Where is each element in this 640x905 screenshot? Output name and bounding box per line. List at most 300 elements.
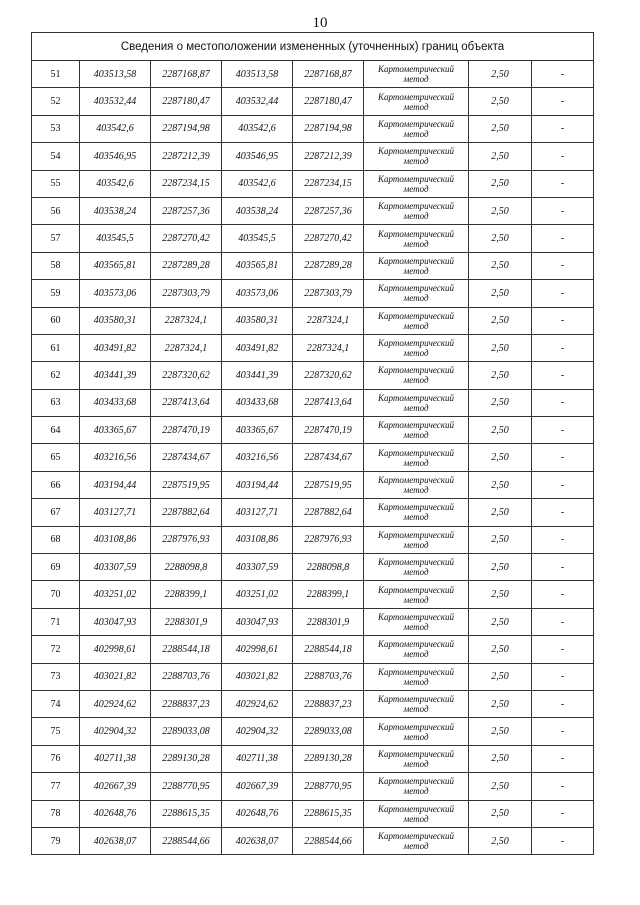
y-refined-cell: 2287413,64 bbox=[293, 389, 364, 416]
accuracy-cell: 2,50 bbox=[469, 389, 532, 416]
y-existing-cell: 2287168,87 bbox=[151, 61, 222, 88]
method-line-1: Картометрический bbox=[377, 173, 454, 184]
remark-cell: - bbox=[532, 800, 594, 827]
point-number-cell: 65 bbox=[32, 444, 80, 471]
method-line-2: метод bbox=[403, 676, 429, 687]
method-cell bbox=[364, 225, 469, 252]
accuracy-cell: 2,50 bbox=[469, 307, 532, 334]
method-cell bbox=[364, 115, 469, 142]
x-refined-cell: 403127,71 bbox=[222, 499, 293, 526]
x-existing-cell: 403565,81 bbox=[80, 252, 151, 279]
x-existing-cell: 403127,71 bbox=[80, 499, 151, 526]
y-refined-cell: 2288544,18 bbox=[293, 636, 364, 663]
method-cell bbox=[364, 362, 469, 389]
x-existing-cell: 402648,76 bbox=[80, 800, 151, 827]
remark-cell: - bbox=[532, 827, 594, 854]
method-line-2: метод bbox=[403, 183, 429, 194]
y-refined-cell: 2287434,67 bbox=[293, 444, 364, 471]
remark-cell: - bbox=[532, 362, 594, 389]
y-refined-cell: 2289130,28 bbox=[293, 745, 364, 772]
x-refined-cell: 403546,95 bbox=[222, 143, 293, 170]
y-refined-cell: 2287303,79 bbox=[293, 280, 364, 307]
x-existing-cell: 403538,24 bbox=[80, 197, 151, 224]
x-refined-cell: 403021,82 bbox=[222, 663, 293, 690]
y-refined-cell: 2287194,98 bbox=[293, 115, 364, 142]
remark-cell: - bbox=[532, 581, 594, 608]
method-cell bbox=[364, 334, 469, 361]
method-line-1: Картометрический bbox=[377, 447, 454, 458]
method-line-2: метод bbox=[403, 758, 429, 769]
x-existing-cell: 403433,68 bbox=[80, 389, 151, 416]
table-row bbox=[32, 636, 594, 663]
table-row bbox=[32, 554, 594, 581]
table-row bbox=[32, 499, 594, 526]
method-line-1: Картометрический bbox=[377, 475, 454, 486]
point-number-cell: 70 bbox=[32, 581, 80, 608]
table-row bbox=[32, 88, 594, 115]
remark-cell: - bbox=[532, 225, 594, 252]
table-row bbox=[32, 252, 594, 279]
point-number-cell: 64 bbox=[32, 417, 80, 444]
table-row bbox=[32, 61, 594, 88]
x-existing-cell: 403573,06 bbox=[80, 280, 151, 307]
accuracy-cell: 2,50 bbox=[469, 334, 532, 361]
x-existing-cell: 403021,82 bbox=[80, 663, 151, 690]
point-number-cell: 69 bbox=[32, 554, 80, 581]
remark-cell: - bbox=[532, 745, 594, 772]
accuracy-cell: 2,50 bbox=[469, 471, 532, 498]
y-existing-cell: 2287194,98 bbox=[151, 115, 222, 142]
y-existing-cell: 2287976,93 bbox=[151, 526, 222, 553]
method-cell bbox=[364, 827, 469, 854]
y-existing-cell: 2288098,8 bbox=[151, 554, 222, 581]
x-refined-cell: 403433,68 bbox=[222, 389, 293, 416]
remark-cell: - bbox=[532, 690, 594, 717]
point-number-cell: 75 bbox=[32, 718, 80, 745]
method-line-1: Картометрический bbox=[377, 118, 454, 129]
method-line-1: Картометрический bbox=[377, 310, 454, 321]
y-refined-cell: 2288615,35 bbox=[293, 800, 364, 827]
table-row bbox=[32, 143, 594, 170]
x-existing-cell: 403108,86 bbox=[80, 526, 151, 553]
x-existing-cell: 402904,32 bbox=[80, 718, 151, 745]
method-line-2: метод bbox=[403, 375, 429, 386]
method-cell bbox=[364, 690, 469, 717]
x-existing-cell: 403441,39 bbox=[80, 362, 151, 389]
x-existing-cell: 402667,39 bbox=[80, 773, 151, 800]
x-refined-cell: 403047,93 bbox=[222, 608, 293, 635]
y-refined-cell: 2287324,1 bbox=[293, 334, 364, 361]
table-row bbox=[32, 581, 594, 608]
remark-cell: - bbox=[532, 471, 594, 498]
point-number-cell: 62 bbox=[32, 362, 80, 389]
remark-cell: - bbox=[532, 636, 594, 663]
y-refined-cell: 2287882,64 bbox=[293, 499, 364, 526]
method-line-1: Картометрический bbox=[377, 392, 454, 403]
y-existing-cell: 2287434,67 bbox=[151, 444, 222, 471]
point-number-cell: 79 bbox=[32, 827, 80, 854]
y-existing-cell: 2288770,95 bbox=[151, 773, 222, 800]
x-existing-cell: 403513,58 bbox=[80, 61, 151, 88]
remark-cell: - bbox=[532, 252, 594, 279]
accuracy-cell: 2,50 bbox=[469, 362, 532, 389]
method-cell bbox=[364, 389, 469, 416]
method-cell bbox=[364, 444, 469, 471]
method-cell bbox=[364, 554, 469, 581]
y-refined-cell: 2289033,08 bbox=[293, 718, 364, 745]
x-existing-cell: 403194,44 bbox=[80, 471, 151, 498]
y-existing-cell: 2288615,35 bbox=[151, 800, 222, 827]
y-existing-cell: 2287324,1 bbox=[151, 307, 222, 334]
x-existing-cell: 403542,6 bbox=[80, 115, 151, 142]
remark-cell: - bbox=[532, 307, 594, 334]
y-existing-cell: 2288544,18 bbox=[151, 636, 222, 663]
method-cell bbox=[364, 718, 469, 745]
y-existing-cell: 2289130,28 bbox=[151, 745, 222, 772]
y-existing-cell: 2287413,64 bbox=[151, 389, 222, 416]
method-line-2: метод bbox=[403, 265, 429, 276]
x-refined-cell: 402904,32 bbox=[222, 718, 293, 745]
y-refined-cell: 2287470,19 bbox=[293, 417, 364, 444]
remark-cell: - bbox=[532, 718, 594, 745]
x-existing-cell: 403580,31 bbox=[80, 307, 151, 334]
method-line-2: метод bbox=[403, 238, 429, 249]
accuracy-cell: 2,50 bbox=[469, 499, 532, 526]
x-refined-cell: 403216,56 bbox=[222, 444, 293, 471]
accuracy-cell: 2,50 bbox=[469, 800, 532, 827]
y-existing-cell: 2287289,28 bbox=[151, 252, 222, 279]
remark-cell: - bbox=[532, 444, 594, 471]
x-refined-cell: 402648,76 bbox=[222, 800, 293, 827]
method-line-1: Картометрический bbox=[377, 502, 454, 513]
boundary-coordinates-table bbox=[31, 32, 594, 855]
method-line-1: Картометрический bbox=[377, 146, 454, 157]
accuracy-cell: 2,50 bbox=[469, 61, 532, 88]
method-line-1: Картометрический bbox=[377, 338, 454, 349]
x-refined-cell: 402638,07 bbox=[222, 827, 293, 854]
method-line-1: Картометрический bbox=[377, 420, 454, 431]
method-line-1: Картометрический bbox=[377, 91, 454, 102]
y-refined-cell: 2287212,39 bbox=[293, 143, 364, 170]
x-existing-cell: 402711,38 bbox=[80, 745, 151, 772]
point-number-cell: 63 bbox=[32, 389, 80, 416]
y-refined-cell: 2287168,87 bbox=[293, 61, 364, 88]
method-line-2: метод bbox=[403, 457, 429, 468]
method-cell bbox=[364, 773, 469, 800]
x-refined-cell: 403573,06 bbox=[222, 280, 293, 307]
x-refined-cell: 402924,62 bbox=[222, 690, 293, 717]
remark-cell: - bbox=[532, 499, 594, 526]
y-refined-cell: 2288770,95 bbox=[293, 773, 364, 800]
y-existing-cell: 2289033,08 bbox=[151, 718, 222, 745]
remark-cell: - bbox=[532, 61, 594, 88]
method-line-2: метод bbox=[403, 731, 429, 742]
method-cell bbox=[364, 170, 469, 197]
method-cell bbox=[364, 745, 469, 772]
method-line-1: Картометрический bbox=[377, 365, 454, 376]
y-existing-cell: 2287234,15 bbox=[151, 170, 222, 197]
y-refined-cell: 2288837,23 bbox=[293, 690, 364, 717]
table-row bbox=[32, 800, 594, 827]
accuracy-cell: 2,50 bbox=[469, 608, 532, 635]
remark-cell: - bbox=[532, 143, 594, 170]
method-line-2: метод bbox=[403, 786, 429, 797]
accuracy-cell: 2,50 bbox=[469, 554, 532, 581]
y-refined-cell: 2287320,62 bbox=[293, 362, 364, 389]
method-cell bbox=[364, 307, 469, 334]
y-refined-cell: 2288098,8 bbox=[293, 554, 364, 581]
point-number-cell: 58 bbox=[32, 252, 80, 279]
method-line-1: Картометрический bbox=[377, 803, 454, 814]
table-row bbox=[32, 197, 594, 224]
y-refined-cell: 2287519,95 bbox=[293, 471, 364, 498]
x-refined-cell: 403580,31 bbox=[222, 307, 293, 334]
method-cell bbox=[364, 280, 469, 307]
x-refined-cell: 402667,39 bbox=[222, 773, 293, 800]
method-cell bbox=[364, 526, 469, 553]
x-refined-cell: 403251,02 bbox=[222, 581, 293, 608]
x-existing-cell: 403532,44 bbox=[80, 88, 151, 115]
y-refined-cell: 2288301,9 bbox=[293, 608, 364, 635]
method-line-2: метод bbox=[403, 402, 429, 413]
point-number-cell: 71 bbox=[32, 608, 80, 635]
y-refined-cell: 2287234,15 bbox=[293, 170, 364, 197]
method-line-1: Картометрический bbox=[377, 666, 454, 677]
y-refined-cell: 2287289,28 bbox=[293, 252, 364, 279]
remark-cell: - bbox=[532, 608, 594, 635]
y-refined-cell: 2288703,76 bbox=[293, 663, 364, 690]
x-refined-cell: 403365,67 bbox=[222, 417, 293, 444]
table-row bbox=[32, 745, 594, 772]
y-existing-cell: 2287519,95 bbox=[151, 471, 222, 498]
point-number-cell: 72 bbox=[32, 636, 80, 663]
accuracy-cell: 2,50 bbox=[469, 143, 532, 170]
x-refined-cell: 403545,5 bbox=[222, 225, 293, 252]
y-existing-cell: 2287212,39 bbox=[151, 143, 222, 170]
y-existing-cell: 2288544,66 bbox=[151, 827, 222, 854]
accuracy-cell: 2,50 bbox=[469, 526, 532, 553]
x-refined-cell: 403565,81 bbox=[222, 252, 293, 279]
point-number-cell: 76 bbox=[32, 745, 80, 772]
point-number-cell: 60 bbox=[32, 307, 80, 334]
method-line-1: Картометрический bbox=[377, 283, 454, 294]
remark-cell: - bbox=[532, 526, 594, 553]
point-number-cell: 77 bbox=[32, 773, 80, 800]
method-line-1: Картометрический bbox=[377, 721, 454, 732]
method-cell bbox=[364, 581, 469, 608]
method-line-2: метод bbox=[403, 74, 429, 85]
remark-cell: - bbox=[532, 417, 594, 444]
method-cell bbox=[364, 252, 469, 279]
method-line-2: метод bbox=[403, 512, 429, 523]
point-number-cell: 74 bbox=[32, 690, 80, 717]
method-cell bbox=[364, 88, 469, 115]
method-cell bbox=[364, 800, 469, 827]
y-existing-cell: 2287303,79 bbox=[151, 280, 222, 307]
method-line-2: метод bbox=[403, 539, 429, 550]
y-existing-cell: 2287270,42 bbox=[151, 225, 222, 252]
method-cell bbox=[364, 636, 469, 663]
accuracy-cell: 2,50 bbox=[469, 115, 532, 142]
method-line-2: метод bbox=[403, 594, 429, 605]
method-line-2: метод bbox=[403, 485, 429, 496]
y-existing-cell: 2288837,23 bbox=[151, 690, 222, 717]
table-row bbox=[32, 115, 594, 142]
method-line-2: метод bbox=[403, 430, 429, 441]
remark-cell: - bbox=[532, 389, 594, 416]
accuracy-cell: 2,50 bbox=[469, 88, 532, 115]
table-row bbox=[32, 690, 594, 717]
x-refined-cell: 403491,82 bbox=[222, 334, 293, 361]
y-refined-cell: 2287180,47 bbox=[293, 88, 364, 115]
accuracy-cell: 2,50 bbox=[469, 745, 532, 772]
point-number-cell: 67 bbox=[32, 499, 80, 526]
remark-cell: - bbox=[532, 170, 594, 197]
method-cell bbox=[364, 471, 469, 498]
accuracy-cell: 2,50 bbox=[469, 718, 532, 745]
y-existing-cell: 2288301,9 bbox=[151, 608, 222, 635]
y-existing-cell: 2287320,62 bbox=[151, 362, 222, 389]
table-title: Сведения о местоположении измененных (уточненных) границ объекта bbox=[32, 33, 594, 61]
method-line-1: Картометрический bbox=[377, 748, 454, 759]
y-existing-cell: 2287882,64 bbox=[151, 499, 222, 526]
x-refined-cell: 403441,39 bbox=[222, 362, 293, 389]
table-row bbox=[32, 608, 594, 635]
method-line-2: метод bbox=[403, 128, 429, 139]
method-line-2: метод bbox=[403, 320, 429, 331]
x-existing-cell: 403546,95 bbox=[80, 143, 151, 170]
method-line-1: Картометрический bbox=[377, 776, 454, 787]
table-row bbox=[32, 389, 594, 416]
remark-cell: - bbox=[532, 88, 594, 115]
point-number-cell: 61 bbox=[32, 334, 80, 361]
point-number-cell: 53 bbox=[32, 115, 80, 142]
accuracy-cell: 2,50 bbox=[469, 197, 532, 224]
y-existing-cell: 2287257,36 bbox=[151, 197, 222, 224]
method-line-1: Картометрический bbox=[377, 557, 454, 568]
y-existing-cell: 2287470,19 bbox=[151, 417, 222, 444]
x-existing-cell: 403491,82 bbox=[80, 334, 151, 361]
point-number-cell: 73 bbox=[32, 663, 80, 690]
remark-cell: - bbox=[532, 663, 594, 690]
accuracy-cell: 2,50 bbox=[469, 581, 532, 608]
table-row bbox=[32, 334, 594, 361]
y-existing-cell: 2287180,47 bbox=[151, 88, 222, 115]
table-row bbox=[32, 471, 594, 498]
point-number-cell: 51 bbox=[32, 61, 80, 88]
method-line-1: Картометрический bbox=[377, 529, 454, 540]
point-number-cell: 68 bbox=[32, 526, 80, 553]
accuracy-cell: 2,50 bbox=[469, 252, 532, 279]
x-refined-cell: 403542,6 bbox=[222, 170, 293, 197]
accuracy-cell: 2,50 bbox=[469, 444, 532, 471]
accuracy-cell: 2,50 bbox=[469, 773, 532, 800]
x-existing-cell: 403542,6 bbox=[80, 170, 151, 197]
x-existing-cell: 403365,67 bbox=[80, 417, 151, 444]
x-existing-cell: 403545,5 bbox=[80, 225, 151, 252]
x-existing-cell: 403307,59 bbox=[80, 554, 151, 581]
point-number-cell: 56 bbox=[32, 197, 80, 224]
y-refined-cell: 2287270,42 bbox=[293, 225, 364, 252]
remark-cell: - bbox=[532, 554, 594, 581]
method-line-2: метод bbox=[403, 622, 429, 632]
remark-cell: - bbox=[532, 115, 594, 142]
method-line-1: Картометрический bbox=[377, 201, 454, 212]
table-row bbox=[32, 225, 594, 252]
method-cell bbox=[364, 143, 469, 170]
accuracy-cell: 2,50 bbox=[469, 280, 532, 307]
page-number: 10 bbox=[312, 15, 328, 31]
point-number-cell: 59 bbox=[32, 280, 80, 307]
method-line-1: Картометрический bbox=[377, 831, 454, 842]
x-refined-cell: 402998,61 bbox=[222, 636, 293, 663]
x-existing-cell: 403251,02 bbox=[80, 581, 151, 608]
method-line-1: Картометрический bbox=[377, 584, 454, 595]
y-refined-cell: 2287324,1 bbox=[293, 307, 364, 334]
accuracy-cell: 2,50 bbox=[469, 663, 532, 690]
method-line-2: метод bbox=[403, 649, 429, 660]
table-row bbox=[32, 280, 594, 307]
x-existing-cell: 402924,62 bbox=[80, 690, 151, 717]
method-cell bbox=[364, 61, 469, 88]
x-refined-cell: 403194,44 bbox=[222, 471, 293, 498]
y-existing-cell: 2287324,1 bbox=[151, 334, 222, 361]
x-refined-cell: 403108,86 bbox=[222, 526, 293, 553]
method-cell bbox=[364, 499, 469, 526]
table-row bbox=[32, 526, 594, 553]
table-row bbox=[32, 663, 594, 690]
y-refined-cell: 2287257,36 bbox=[293, 197, 364, 224]
accuracy-cell: 2,50 bbox=[469, 170, 532, 197]
accuracy-cell: 2,50 bbox=[469, 636, 532, 663]
x-refined-cell: 403513,58 bbox=[222, 61, 293, 88]
method-line-1: Картометрический bbox=[377, 255, 454, 266]
method-cell bbox=[364, 417, 469, 444]
accuracy-cell: 2,50 bbox=[469, 827, 532, 854]
method-line-2: метод bbox=[403, 704, 429, 715]
table-body bbox=[32, 61, 594, 855]
y-existing-cell: 2288703,76 bbox=[151, 663, 222, 690]
table-row bbox=[32, 718, 594, 745]
x-existing-cell: 402998,61 bbox=[80, 636, 151, 663]
remark-cell: - bbox=[532, 334, 594, 361]
table-row bbox=[32, 827, 594, 854]
accuracy-cell: 2,50 bbox=[469, 690, 532, 717]
table-row bbox=[32, 773, 594, 800]
method-line-2: метод bbox=[403, 101, 429, 112]
point-number-cell: 52 bbox=[32, 88, 80, 115]
x-existing-cell: 403047,93 bbox=[80, 608, 151, 635]
method-line-2: метод bbox=[403, 813, 429, 824]
method-line-1: Картометрический bbox=[377, 612, 454, 622]
y-refined-cell: 2288544,66 bbox=[293, 827, 364, 854]
x-refined-cell: 403532,44 bbox=[222, 88, 293, 115]
method-line-1: Картометрический bbox=[377, 639, 454, 650]
method-cell bbox=[364, 663, 469, 690]
method-line-2: метод bbox=[403, 567, 429, 578]
method-line-2: метод bbox=[403, 348, 429, 359]
x-existing-cell: 403216,56 bbox=[80, 444, 151, 471]
table-row bbox=[32, 170, 594, 197]
point-number-cell: 54 bbox=[32, 143, 80, 170]
x-refined-cell: 402711,38 bbox=[222, 745, 293, 772]
table-row bbox=[32, 362, 594, 389]
x-refined-cell: 403538,24 bbox=[222, 197, 293, 224]
method-line-1: Картометрический bbox=[377, 228, 454, 239]
x-refined-cell: 403307,59 bbox=[222, 554, 293, 581]
remark-cell: - bbox=[532, 197, 594, 224]
method-cell bbox=[364, 608, 469, 635]
